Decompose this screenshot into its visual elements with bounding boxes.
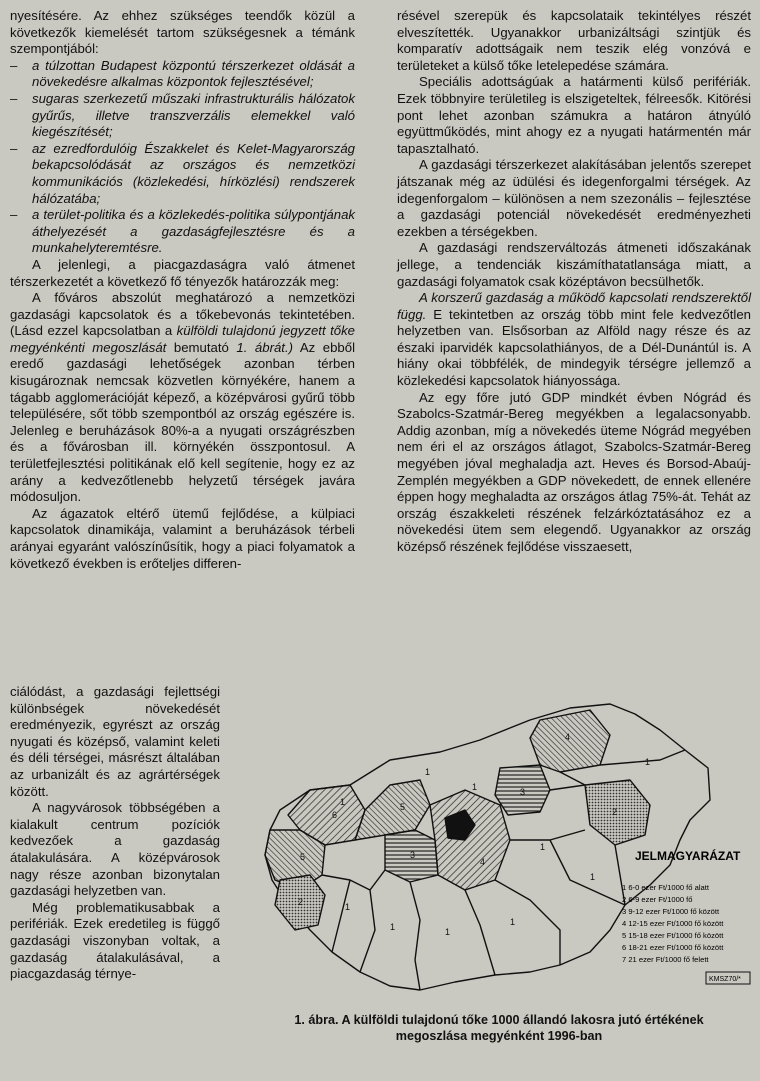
legend-item: 6 18-21 ezer Ft/1000 fő között	[622, 943, 724, 952]
emphasis-text: A korszerű gazdaság a működő kapcsolati rendszerektől függ.	[397, 290, 751, 322]
right-column	[397, 8, 751, 556]
paragraph-specialis: Speciális adottságúak a határmenti külső perifériák. Ezek többnyire területileg is elszigeteltek, félreesők. Kitörési pont lehet azonban számukra a határon átnyúló együttműködés, mint ahogy ez a nyugati határmentén már tapasztalható.	[397, 74, 751, 156]
legend-item: 5 15-18 ezer Ft/1000 fő között	[622, 931, 724, 940]
county-label: 2	[298, 897, 304, 907]
paragraph-gdp: Az egy főre jutó GDP mindkét évben Nógrád és Szabolcs-Szatmár-Bereg megyékben a legalacsonyabb. Addig azonban, míg a növekedés üteme Nógrád megyében nem éri el az országos átlagot, Szabolcs-Szatmár-Bereg megyében jóval meghaladja azt. Heves és Borsod-Abaúj-Zemplén megyékben a GDP növekedett, de ennek ellenére éppen hogy meghaladta az országos átlag 75%-át. Tehát az ország északkeleti részének felzárkóztatásához ez a növekedési ütem sem elegendő. Ugyanakkor az ország középső részének fejlődése visszaesett,	[397, 389, 751, 554]
paragraph-intro: nyesítésére. Az ehhez szükséges teendők közül a következők kiemelését tartom szükségesnek a témánk szempontjából:	[10, 8, 355, 57]
paragraph-agazatok: Az ágazatok eltérő ütemű fejlődése, a külpiaci kapcsolatok dinamikája, valamint a beruházások térbeli arányai egyaránt valószínűsítik, hogy a piaci folyamatok a következő években is erőteljes differen-	[10, 505, 355, 571]
county-label: 1	[472, 782, 478, 792]
bullet-item: – az ezredfordulóig Északkelet és Kelet-Magyarország bekapcsolódását az országos és nemzetközi kommunikációs (közlekedési, hírközlési) rendszerek hálózatába;	[10, 141, 355, 207]
paragraph-nagyvarosok: A nagyvárosok többségében a kialakult centrum pozíciók kedvezőek a gazdaság átalakulására. A középvárosok nagy része azonban bizonytalan gazdasági helyzetben van.	[10, 800, 220, 899]
county-label: 1	[445, 927, 451, 937]
bullet-item: – sugaras szerkezetű műszaki infrastrukturális hálózatok gyűrűs, illetve transzverzális elemekkel való kiegészítését;	[10, 91, 355, 141]
county-label: 5	[400, 802, 406, 812]
text-run: A főváros abszolút meghatározó a nemzetközi gazdasági kapcsolatok és a tőkebevonás tekintetében. (Lásd ezzel kapcsolatban a	[10, 290, 355, 339]
county-label: 1	[390, 922, 396, 932]
county-label: 3	[520, 787, 526, 797]
bullet-item: – a túlzottan Budapest központú térszerkezet oldását a növekedésre alkalmas központok fejlesztésével;	[10, 58, 355, 91]
legend-item: 1 6-0 ezer Ft/1000 fő alatt	[622, 883, 709, 892]
hungary-county-map	[240, 690, 758, 1010]
county-label: 6	[332, 810, 338, 820]
left-column	[10, 8, 355, 572]
emphasis-text: külföldi tulajdonú jegyzett tőke megyénkénti megoszlását	[10, 323, 356, 355]
county-label: 1	[645, 757, 651, 767]
legend-item: 4 12-15 ezer Ft/1000 fő között	[622, 919, 724, 928]
caption-line: 1. ábra. A külföldi tulajdonú tőke 1000 állandó lakosra jutó értékének	[294, 1013, 704, 1027]
paragraph-periferiak: Még problematikusabbak a perifériák. Ezek eredetileg is függő gazdasági viszonyban voltak, a gazdaság átalakulásával, a piacgazdaság térnye-	[10, 899, 220, 982]
paragraph-jelenlegi: A jelenlegi, a piacgazdaságra való átmenet térszerkezetét a következő fő tényezők határozzák meg:	[10, 256, 355, 289]
text-run: E tekintetben az ország több mint fele kedvezőtlen helyzetben van. Elsősorban az Alföld nagy része és az északi iparvidék kapcsolathiányos, de a Dél-Dunántúl is. A hiány okai többfélék, de mindegyik térségre jellemző a közlekedési kapcsolatok hiányossága.	[397, 306, 751, 389]
paragraph-korszeru	[397, 290, 751, 390]
legend-title: JELMAGYARÁZAT	[635, 849, 741, 863]
county-label: 5	[300, 852, 306, 862]
emphasis-text: 1. ábrát.)	[236, 339, 294, 355]
county-label: 1	[540, 842, 546, 852]
legend-item: 7 21 ezer Ft/1000 fő felett	[622, 955, 709, 964]
county-label: 1	[340, 797, 346, 807]
stamp-text: KMSZ70/*	[709, 976, 741, 983]
paragraph-rendszervaltozas: A gazdasági rendszerváltozás átmeneti időszakának jellege, a tendenciák kiszámíthatatlansága miatt, a gazdasági folyamatok csak középtávon becsülhetők.	[397, 240, 751, 289]
county-label: 3	[410, 850, 416, 860]
paragraph-fovaros	[10, 290, 355, 506]
text-run: bemutató	[166, 339, 237, 355]
county-label: 4	[565, 732, 571, 742]
paragraph-differencialodas: ciálódást, a gazdasági fejlettségi különbségek növekedését eredményezik, egyrészt az ország nyugati és középső, valamint keleti és déli térségei, másrészt általában az urbanizált és az agrártérségek között.	[10, 684, 220, 799]
caption-line: megoszlása megyénként 1996-ban	[395, 1029, 603, 1043]
county-label: 1	[425, 767, 431, 777]
paragraph-continuation: résével szerepük és kapcsolataik tekintélyes részét elveszítették. Ugyanakkor urbanizáltsági szintjük és komparatív adottságaik nem teszik elég vonzóvá e területeket a külső tőke letelepedése számára.	[397, 8, 751, 73]
legend-item: 3 9-12 ezer Ft/1000 fő között	[622, 907, 720, 916]
county-label: 4	[480, 857, 486, 867]
figure-caption	[240, 1012, 758, 1044]
text-run: Az ebből eredő gazdasági lehetőségek azonban térben kisugároznak nemcsak közvetlen környékére, hanem a tágabb agglomerációját képező, a középvárosi gyűrű több településére, sőt több szempontból az ország egészére is. Jelenleg e beruházások 80%-a a nyugati országrészben és a fővárosban ill. környékén összpontosul. A területfejlesztési politikának elő kell segítenie, hogy ez az arány a kedvezőtlenebb helyzetű térségek javára módosuljon.	[10, 339, 356, 505]
paragraph-terszerkezet: A gazdasági térszerkezet alakításában jelentős szerepet játszanak még az üdülési és idegenforgalmi térségek. Az idegenforgalom – különösen a nem szezonális – fejlesztése a gazdasági potenciál növekedését eredményezheti ezekben a térségekben.	[397, 157, 751, 239]
county-label: 2	[612, 807, 618, 817]
bullet-item: – a terület-politika és a közlekedés-politika súlypontjának áthelyezését a gazdaságfejlesztésre és a munkahelyteremtésre.	[10, 207, 355, 257]
county-label: 1	[345, 902, 351, 912]
county-label: 1	[590, 872, 596, 882]
left-column-wrapped	[10, 684, 220, 983]
legend-item: 2 6-9 ezer Ft/1000 fő	[622, 895, 693, 904]
county-label: 1	[510, 917, 516, 927]
